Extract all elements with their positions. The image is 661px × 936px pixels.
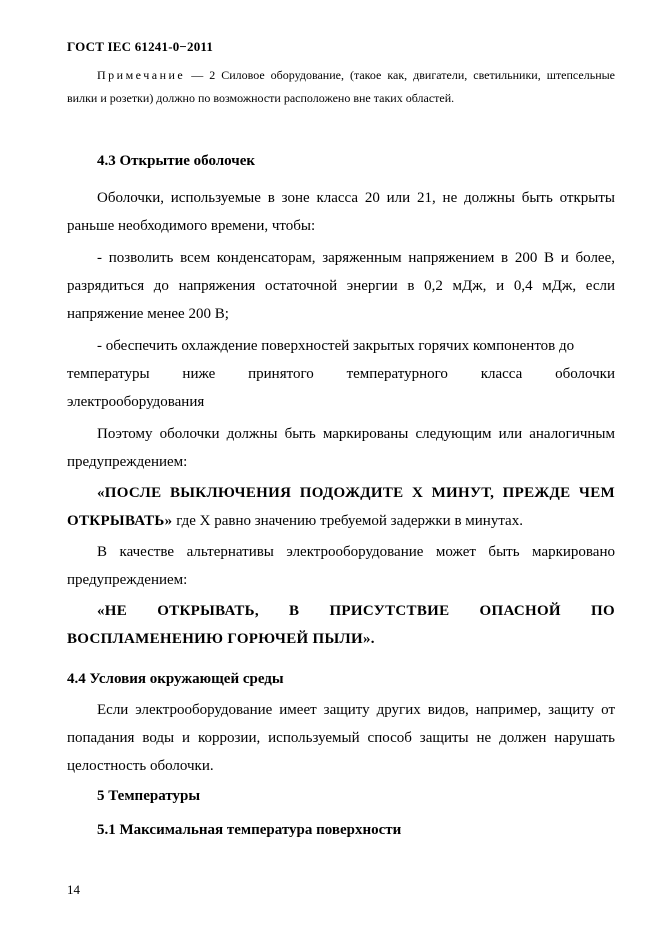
note-paragraph <box>67 64 615 110</box>
word: ниже <box>182 366 216 382</box>
document-header: ГОСТ IEC 61241-0−2011 <box>67 39 214 54</box>
warning-2-paragraph <box>67 597 615 653</box>
marking-intro: Поэтому оболочки должны быть маркированы следующим или аналогичным предупреждением: <box>67 426 615 470</box>
warning-1-text: «ПОСЛЕ ВЫКЛЮЧЕНИЯ ПОДОЖДИТЕ X МИНУТ, ПРЕЖДЕ ЧЕМ ОТКРЫВАТЬ» <box>67 485 615 529</box>
warning-1-explanation: где X равно значению требуемой задержки в минутах. <box>172 513 523 529</box>
word: принятого <box>248 366 314 382</box>
word: класса <box>480 366 523 382</box>
warning-2-line-1 <box>67 597 615 625</box>
word: температуры <box>67 366 150 382</box>
note-dash: — <box>185 68 210 82</box>
word: температурного <box>346 366 448 382</box>
word: ПРИСУТСТВИЕ <box>329 603 450 619</box>
section-4-3-intro: Оболочки, используемые в зоне класса 20 или 21, не должны быть открыты раньше необходимого времени, чтобы: <box>67 190 615 234</box>
word: ПО <box>591 603 615 619</box>
warning-1-paragraph <box>67 479 615 535</box>
word: ОТКРЫВАТЬ, <box>157 603 259 619</box>
word: ОПАСНОЙ <box>479 603 561 619</box>
section-4-4-text: Если электрооборудование имеет защиту других видов, например, защиту от попадания воды и коррозии, используемый способ защиты не должен нарушать целостность оболочки. <box>67 702 615 774</box>
page-number: 14 <box>67 882 80 897</box>
word: В <box>289 603 300 619</box>
warning-2-line-2: ВОСПЛАМЕНЕНИЮ ГОРЮЧЕЙ ПЫЛИ». <box>67 631 375 647</box>
section-5-1-title: 5.1 Максимальная температура поверхности <box>97 822 402 838</box>
section-4-3-title: 4.3 Открытие оболочек <box>97 153 256 169</box>
note-text: 2 Силовое оборудование, (такое как, двигатели, светильники, штепсельные вилки и розетки) должно по возможности расположено вне таких областей. <box>67 68 616 105</box>
section-4-4-title: 4.4 Условия окружающей среды <box>67 671 284 687</box>
list-item-cooling-line-3: электрооборудования <box>67 394 205 410</box>
list-item-cooling-line-2 <box>67 360 615 388</box>
list-item-cooling <box>67 332 615 416</box>
note-label: Примечание <box>97 68 186 82</box>
word: «НЕ <box>97 603 128 619</box>
list-item-cooling-line-1: - обеспечить охлаждение поверхностей закрытых горячих компонентов до <box>97 338 575 354</box>
alternative-intro: В качестве альтернативы электрооборудование может быть маркировано предупреждением: <box>67 544 615 588</box>
section-5-title: 5 Температуры <box>97 788 201 804</box>
word: оболочки <box>555 366 615 382</box>
list-item-capacitors: - позволить всем конденсаторам, заряженным напряжением в 200 В и более, разрядиться до напряжения остаточной энергии в 0,2 мДж, и 0,4 мДж, если напряжение менее 200 В; <box>67 250 615 322</box>
